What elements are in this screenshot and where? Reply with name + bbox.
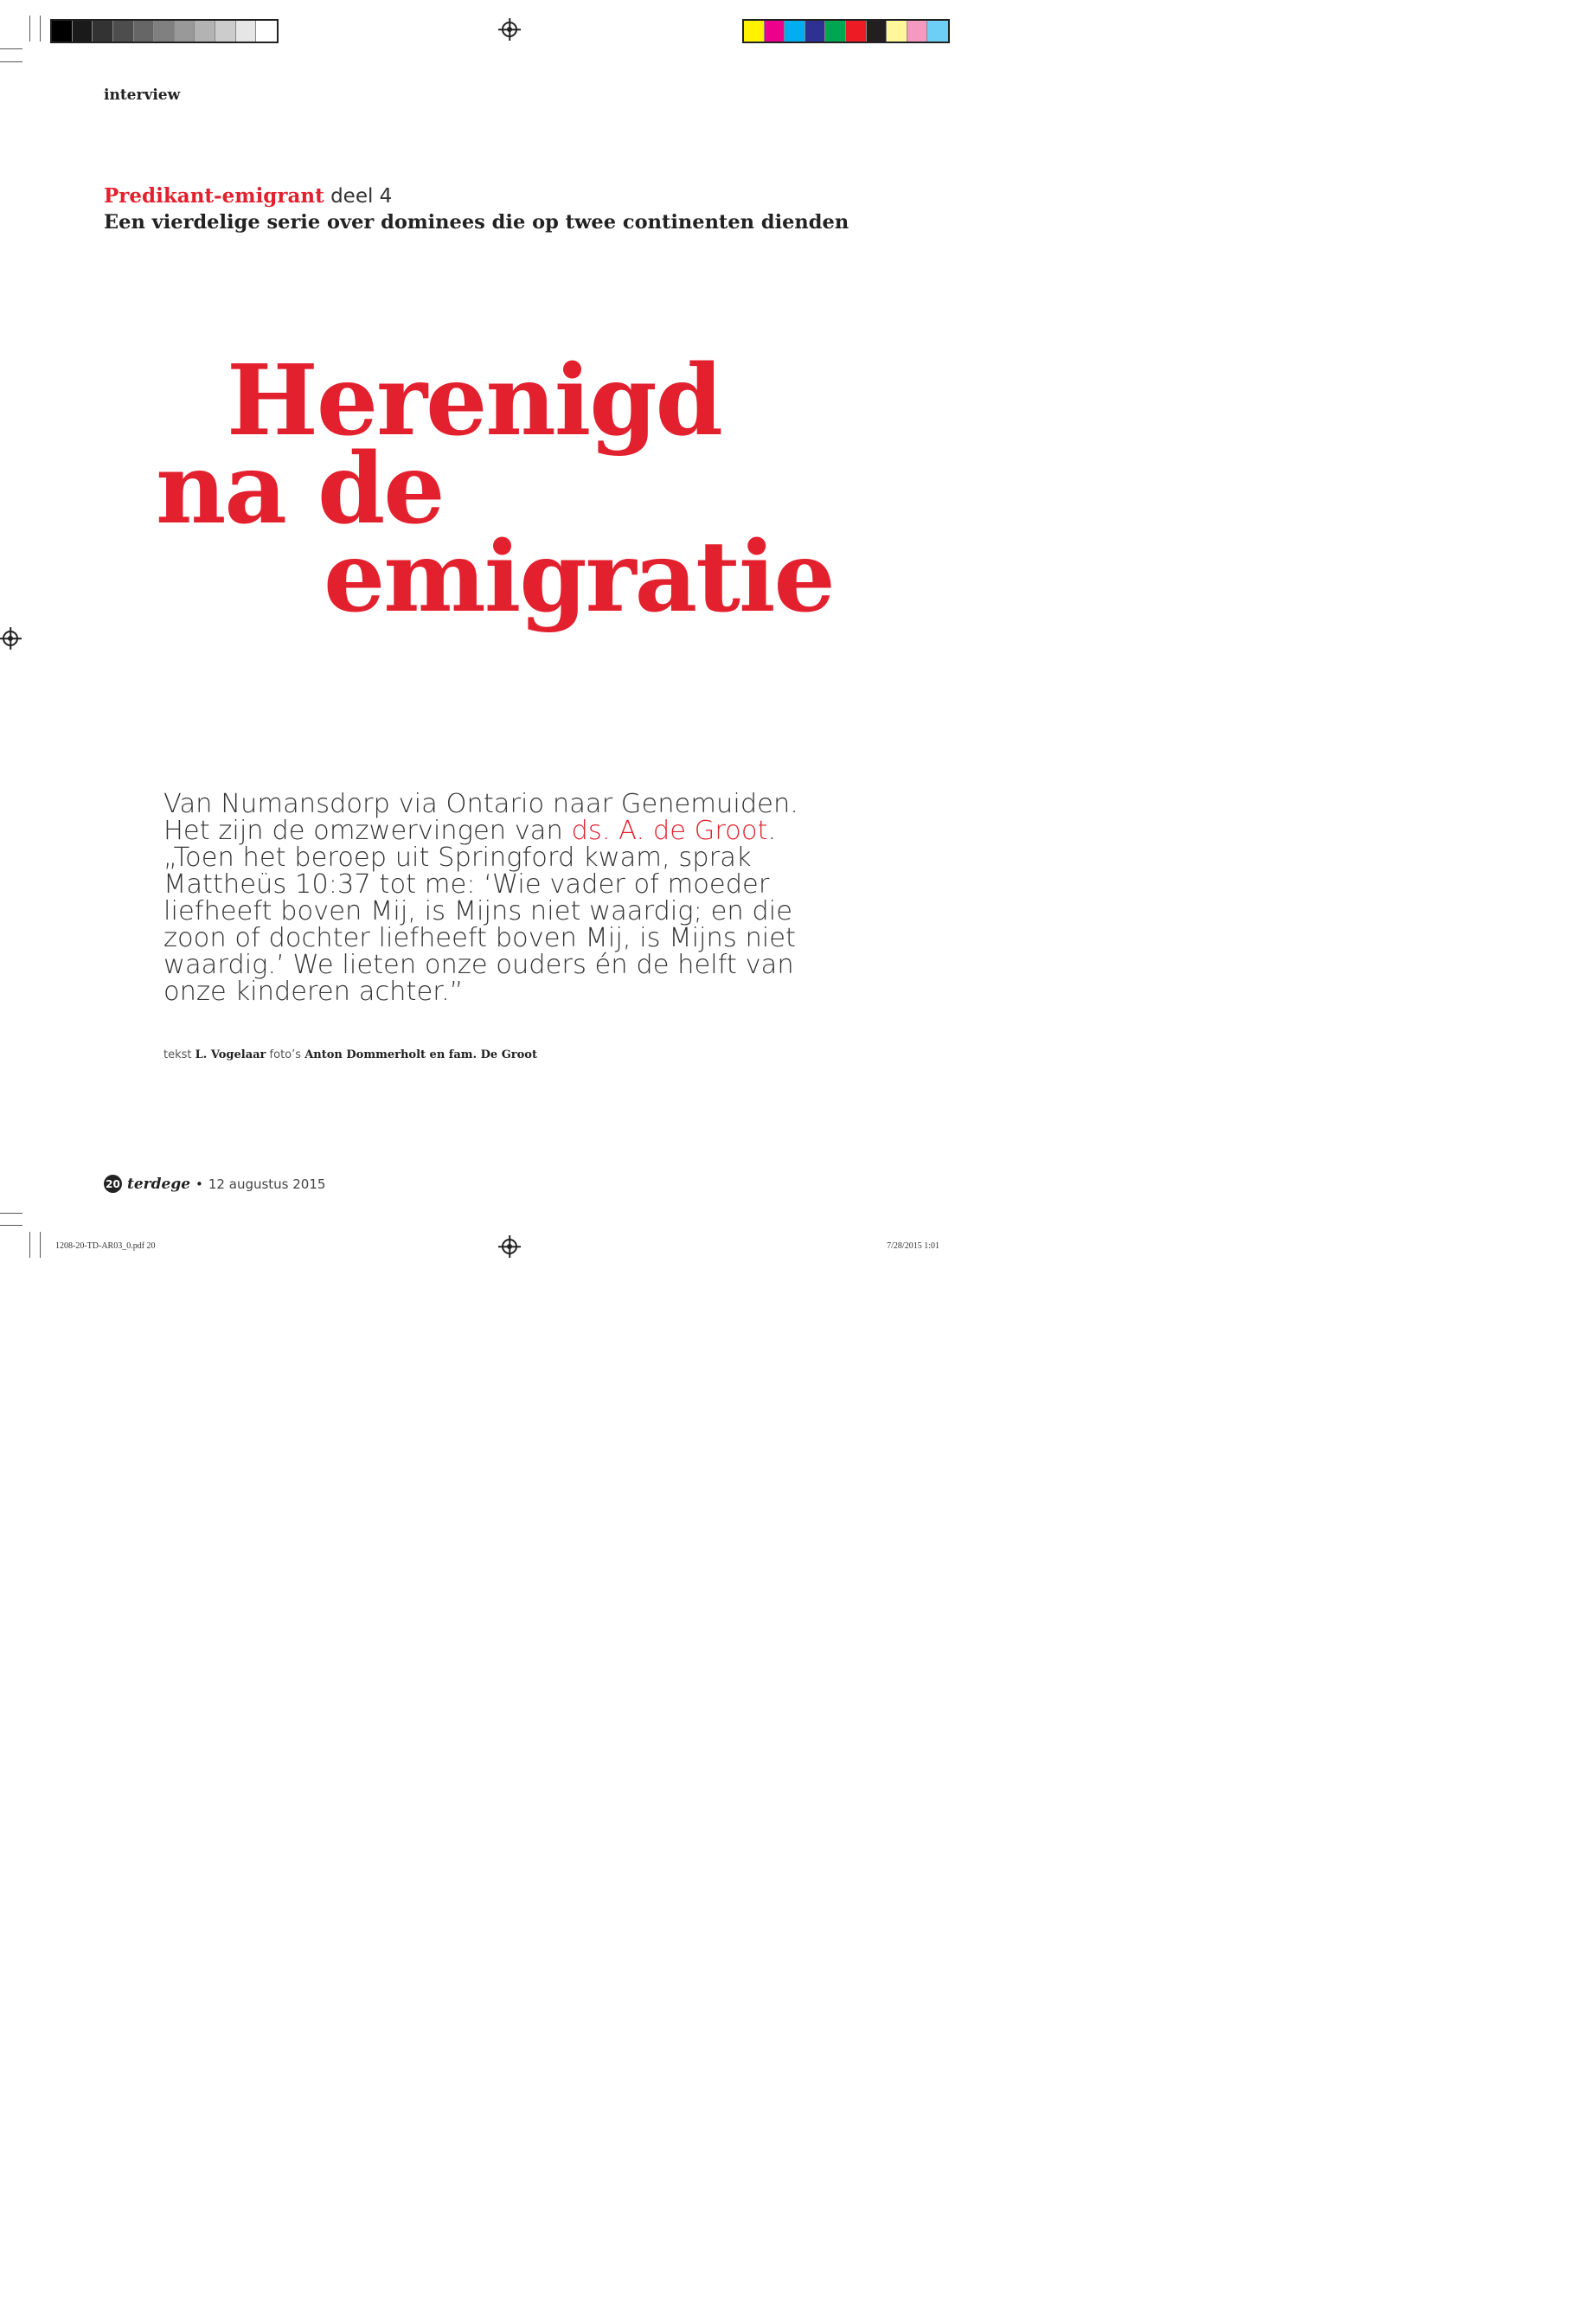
minister-name: ds. A. de Groot (571, 816, 768, 846)
color-swatch (744, 21, 765, 42)
page-number: 20 (104, 1175, 122, 1193)
issue-date: 12 augustus 2015 (208, 1176, 326, 1192)
color-swatch (846, 21, 867, 42)
timestamp-slug: 7/28/2015 1:01 (887, 1241, 939, 1251)
gray-swatch (154, 21, 175, 42)
color-swatch (805, 21, 826, 42)
headline-line-3: emigratie (324, 521, 834, 634)
headline-line-2: na de (156, 433, 444, 546)
lead-line: liefheeft boven Mij, is Mijns niet waardig; en die (163, 896, 792, 926)
gray-swatch (215, 21, 236, 42)
page-footer (104, 1175, 325, 1193)
gray-calibration-bar (50, 19, 279, 43)
text-label: tekst (163, 1048, 192, 1061)
color-swatch (927, 21, 948, 42)
registration-mark-top-icon (502, 22, 517, 37)
series-part: deel 4 (330, 185, 393, 208)
crop-mark (0, 1225, 22, 1226)
series-title: Predikant-emigrant (104, 184, 324, 208)
text-author: L. Vogelaar (195, 1048, 266, 1061)
crop-mark (29, 16, 30, 42)
series-header (104, 184, 392, 208)
lead-line: „Toen het beroep uit Springford kwam, sprak (163, 843, 752, 873)
lead-line: Van Numansdorp via Ontario naar Genemuiden. (163, 789, 798, 819)
gray-swatch (256, 21, 277, 42)
headline-line-1: Herenigd (227, 344, 721, 458)
color-swatch (887, 21, 907, 42)
color-calibration-bar (742, 19, 950, 43)
color-swatch (785, 21, 805, 42)
credits (163, 1048, 537, 1061)
color-swatch (825, 21, 846, 42)
photo-label: foto’s (269, 1048, 302, 1061)
crop-mark (0, 48, 22, 49)
crop-mark (40, 1232, 41, 1258)
gray-swatch (134, 21, 155, 42)
registration-mark-bottom-icon (502, 1239, 517, 1254)
section-label: interview (104, 87, 181, 104)
lead-paragraph (163, 791, 804, 1005)
gray-swatch (195, 21, 215, 42)
magazine-logo: terdege (127, 1175, 191, 1193)
crop-mark (29, 1232, 30, 1258)
registration-mark-left-icon (3, 631, 18, 646)
color-swatch (867, 21, 888, 42)
color-swatch (765, 21, 785, 42)
gray-swatch (113, 21, 134, 42)
gray-swatch (236, 21, 257, 42)
photo-author: Anton Dommerholt en fam. De Groot (304, 1048, 537, 1061)
crop-mark (40, 16, 41, 42)
gray-swatch (175, 21, 195, 42)
lead-line (163, 817, 804, 844)
file-slug: 1208-20-TD-AR03_0.pdf 20 (55, 1241, 156, 1251)
lead-text: Het zijn de omzwervingen van (163, 816, 572, 846)
separator-bullet: • (195, 1176, 203, 1192)
lead-text: . (767, 816, 777, 846)
gray-swatch (93, 21, 113, 42)
lead-line: Mattheüs 10:37 tot me: ‘Wie vader of moeder (163, 869, 770, 900)
lead-line: zoon of dochter liefheeft boven Mij, is Mijns niet (163, 923, 796, 953)
series-subtitle: Een vierdelige serie over dominees die op twee continenten dienden (104, 211, 849, 234)
color-swatch (907, 21, 928, 42)
gray-swatch (52, 21, 73, 42)
gray-swatch (73, 21, 93, 42)
lead-line: waardig.’ We lieten onze ouders én de helft van (163, 950, 794, 980)
crop-mark (0, 1213, 22, 1214)
lead-line: onze kinderen achter.” (163, 977, 464, 1007)
crop-mark (0, 61, 22, 62)
